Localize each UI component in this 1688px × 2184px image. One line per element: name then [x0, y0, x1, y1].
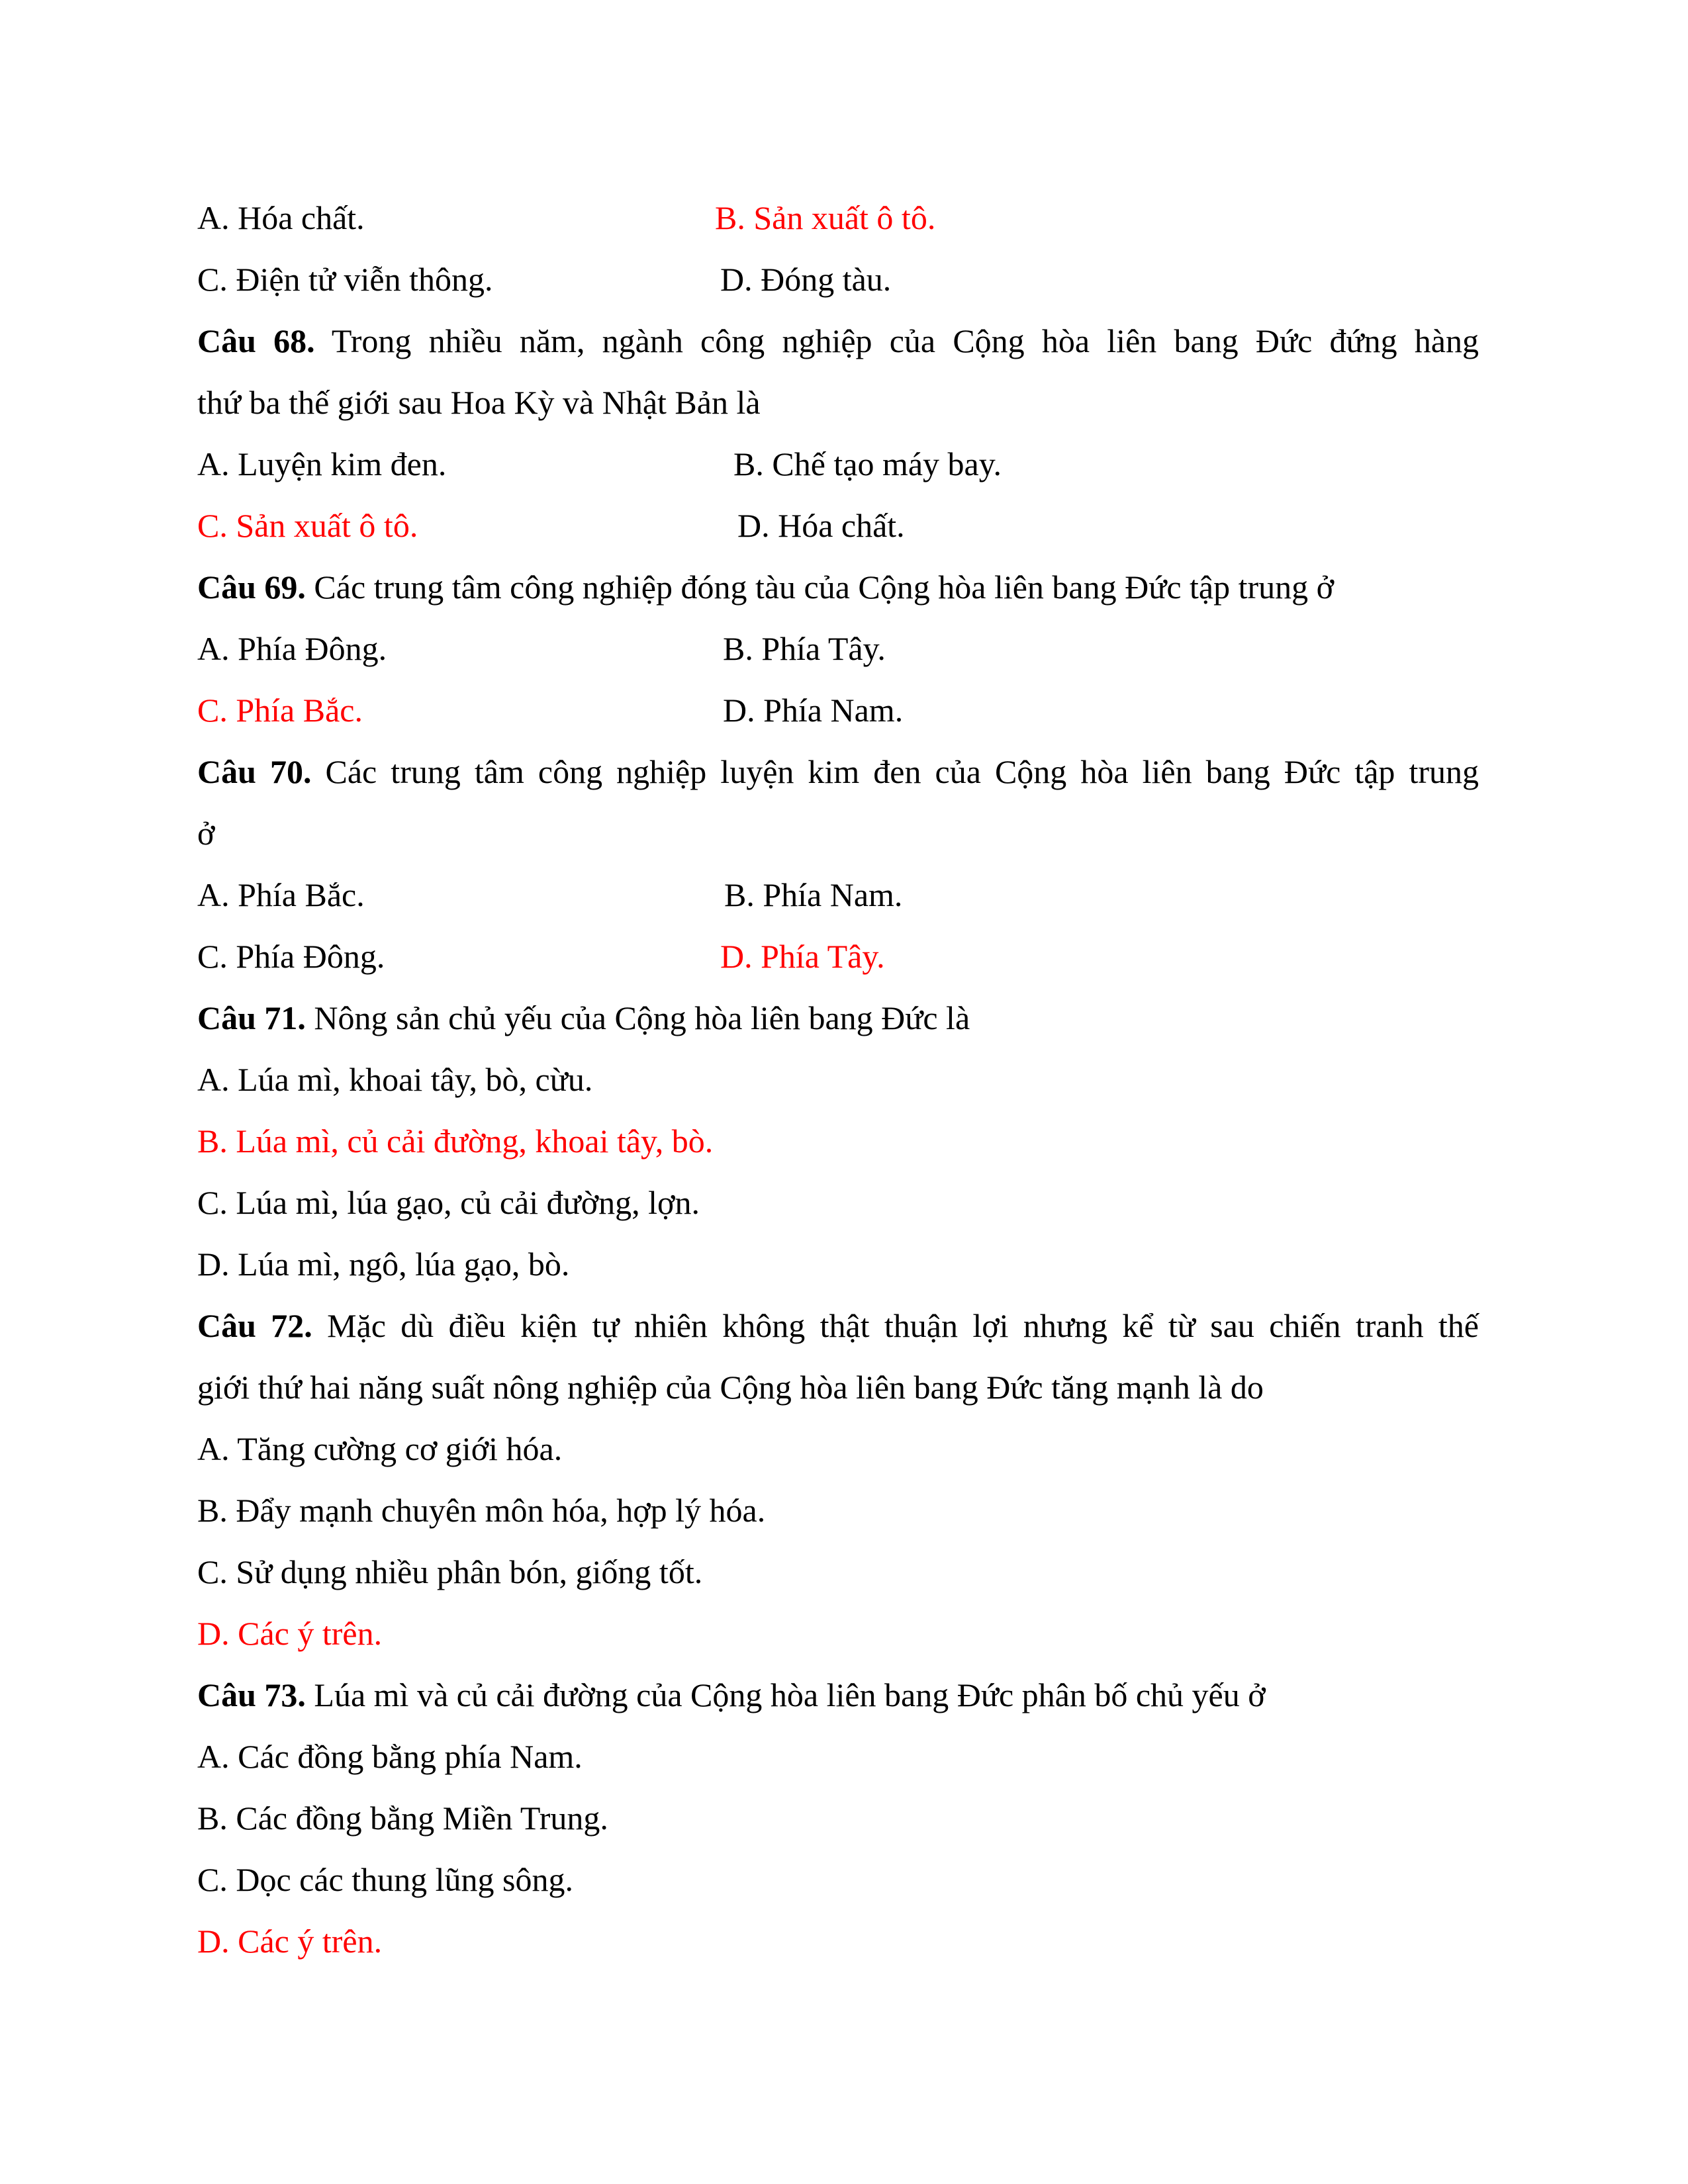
q73-text: Lúa mì và củ cải đường của Cộng hòa liên bang Đức phân bố chủ yếu ở — [305, 1676, 1266, 1713]
q72-option-c: C. Sử dụng nhiều phân bón, giống tốt. — [197, 1553, 703, 1590]
q73-label: Câu 73. — [197, 1676, 306, 1713]
q71-stem — [197, 998, 970, 1038]
q72-text: Mặc dù điều kiện tự nhiên không thật thuận lợi nhưng kể từ sau chiến tranh thế — [312, 1307, 1479, 1344]
q69-label: Câu 69. — [197, 569, 306, 606]
q67-option-a: A. Hóa chất. — [197, 199, 365, 236]
q72-option-d-answer: D. Các ý trên. — [197, 1615, 383, 1652]
q71-option-c: C. Lúa mì, lúa gạo, củ cải đường, lợn. — [197, 1184, 700, 1221]
q67-option-b-answer: B. Sản xuất ô tô. — [715, 199, 936, 236]
q72-stem-line2: giới thứ hai năng suất nông nghiệp của Cộng hòa liên bang Đức tăng mạnh là do — [197, 1369, 1264, 1406]
q73-option-d-answer: D. Các ý trên. — [197, 1923, 383, 1960]
q68-option-d: D. Hóa chất. — [737, 507, 905, 544]
q70-text: Các trung tâm công nghiệp luyện kim đen của Cộng hòa liên bang Đức tập trung — [311, 753, 1479, 790]
q71-option-a: A. Lúa mì, khoai tây, bò, cừu. — [197, 1061, 593, 1098]
q71-label: Câu 71. — [197, 999, 306, 1036]
q68-option-c-answer: C. Sản xuất ô tô. — [197, 507, 418, 544]
q70-stem-line1 — [197, 752, 1479, 792]
q73-option-a: A. Các đồng bằng phía Nam. — [197, 1738, 583, 1775]
q72-label: Câu 72. — [197, 1307, 312, 1344]
q72-stem-line1 — [197, 1306, 1479, 1345]
q68-option-a: A. Luyện kim đen. — [197, 445, 447, 482]
q70-option-c: C. Phía Đông. — [197, 938, 385, 975]
q69-option-b: B. Phía Tây. — [723, 630, 886, 667]
q68-text: Trong nhiều năm, ngành công nghiệp của Cộng hòa liên bang Đức đứng hàng — [314, 322, 1479, 359]
q72-option-a: A. Tăng cường cơ giới hóa. — [197, 1430, 563, 1467]
q69-option-c-answer: C. Phía Bắc. — [197, 692, 363, 729]
q68-option-b: B. Chế tạo máy bay. — [733, 445, 1002, 482]
q69-option-d: D. Phía Nam. — [723, 692, 904, 729]
q69-stem — [197, 567, 1334, 607]
q71-option-d: D. Lúa mì, ngô, lúa gạo, bò. — [197, 1246, 570, 1283]
q69-text: Các trung tâm công nghiệp đóng tàu của Cộng hòa liên bang Đức tập trung ở — [305, 569, 1335, 606]
q68-stem-line1 — [197, 321, 1479, 361]
q68-label: Câu 68. — [197, 322, 315, 359]
q70-option-a: A. Phía Bắc. — [197, 876, 365, 913]
q70-stem-line2: ở — [197, 815, 215, 852]
q70-label: Câu 70. — [197, 753, 312, 790]
q68-stem-line2: thứ ba thế giới sau Hoa Kỳ và Nhật Bản là — [197, 384, 761, 421]
q73-option-b: B. Các đồng bằng Miền Trung. — [197, 1799, 608, 1837]
q70-option-d-answer: D. Phía Tây. — [720, 938, 885, 975]
q73-option-c: C. Dọc các thung lũng sông. — [197, 1861, 573, 1898]
q71-option-b-answer: B. Lúa mì, củ cải đường, khoai tây, bò. — [197, 1122, 714, 1160]
q69-option-a: A. Phía Đông. — [197, 630, 387, 667]
q73-stem — [197, 1675, 1266, 1715]
q67-option-c: C. Điện tử viễn thông. — [197, 261, 493, 298]
q72-option-b: B. Đẩy mạnh chuyên môn hóa, hợp lý hóa. — [197, 1492, 766, 1529]
q70-option-b: B. Phía Nam. — [724, 876, 903, 913]
q67-option-d: D. Đóng tàu. — [720, 261, 892, 298]
q71-text: Nông sản chủ yếu của Cộng hòa liên bang Đức là — [305, 999, 970, 1036]
